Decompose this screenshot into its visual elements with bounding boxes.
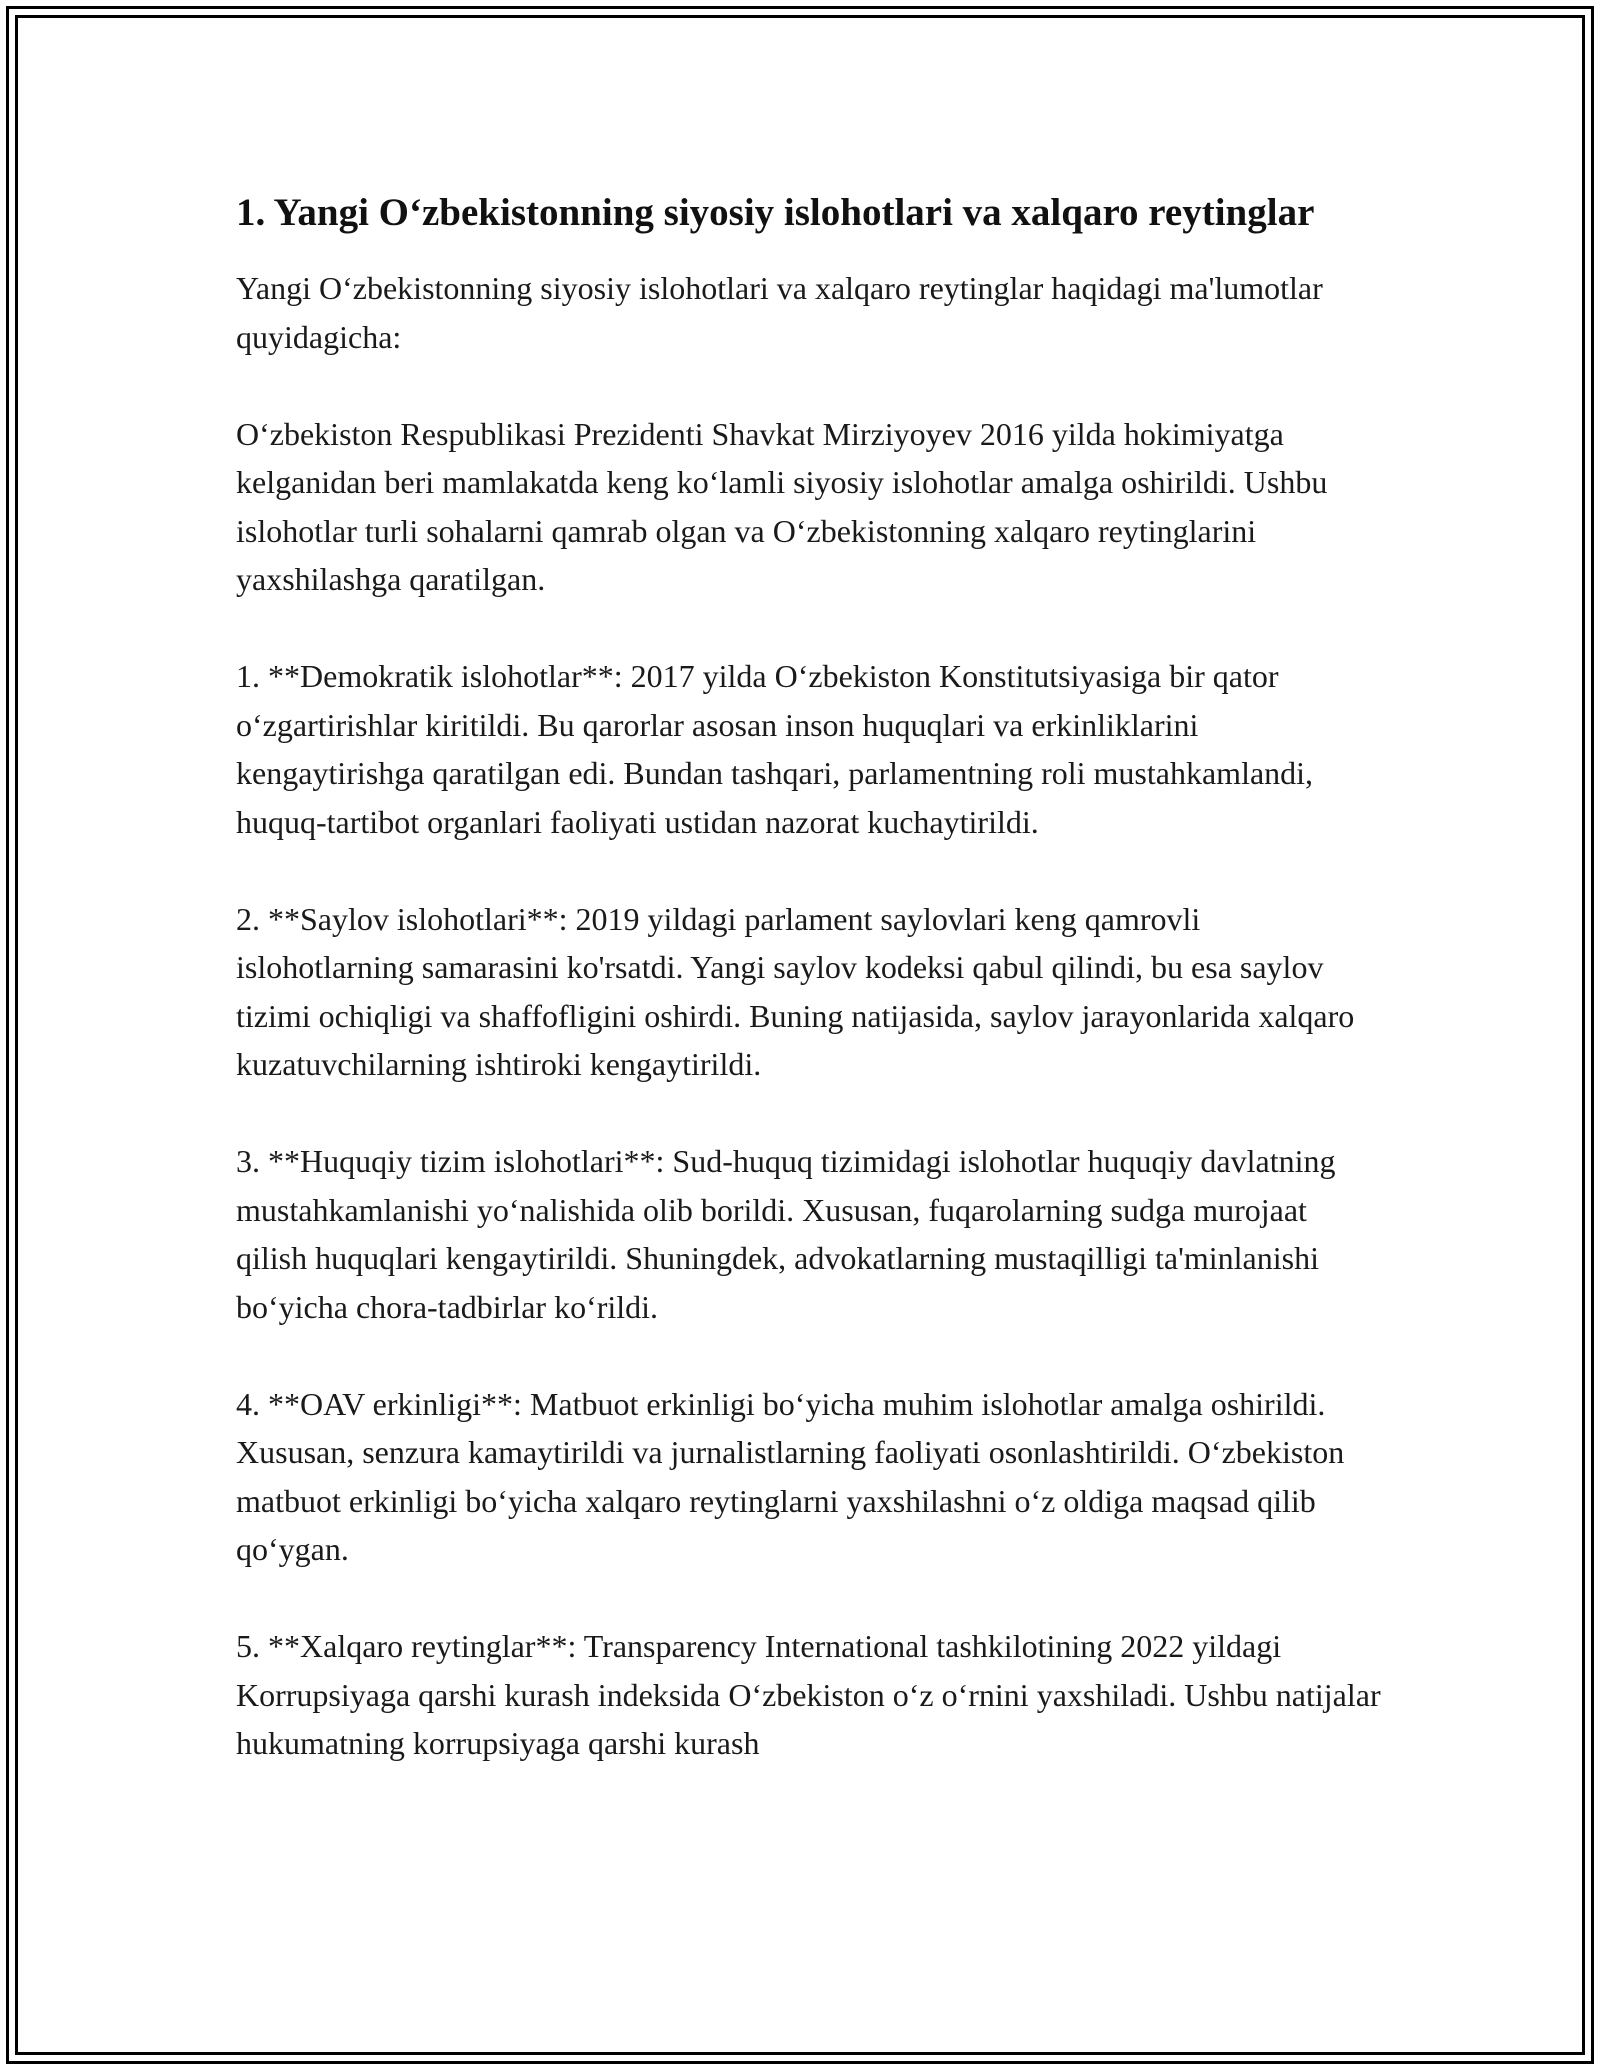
- list-item-election-reforms: 2. **Saylov islohotlari**: 2019 yildagi parlament saylovlari keng qamrovli islohotlarning samarasini ko'rsatdi. Yangi saylov kodeksi qabul qilindi, bu esa saylov tizimi ochiqligi va shaffofligini oshirdi. Buning natijasida, saylov jarayonlarida xalqaro kuzatuvchilarning ishtiroki kengaytirildi.: [236, 900, 1355, 1082]
- document-title: 1. Yangi O‘zbekistonning siyosiy islohotlari va xalqaro reytinglar: [236, 191, 1315, 234]
- document-page: [236, 186, 1386, 1768]
- list-item-democratic-reforms: 1. **Demokratik islohotlar**: 2017 yilda O‘zbekiston Konstitutsiyasiga bir qator o‘zgartirishlar kiritildi. Bu qarorlar asosan inson huquqlari va erkinliklarini kengaytirishga qaratilgan edi. Bundan tashqari, parlamentning roli mustahkamlandi, huquq-tartibot organlari faoliyati ustidan nazorat kuchaytirildi.: [236, 658, 1314, 840]
- list-item-international-ratings: 5. **Xalqaro reytinglar**: Transparency International tashkilotining 2022 yildagi Korrupsiyaga qarshi kurash indeksida O‘zbekiston o‘z o‘rnini yaxshiladi. Ushbu natijalar hukumatning korrupsiyaga qarshi kurash: [236, 1628, 1381, 1761]
- background-paragraph: O‘zbekiston Respublikasi Prezidenti Shavkat Mirziyoyev 2016 yilda hokimiyatga kelganidan beri mamlakatda keng ko‘lamli siyosiy islohotlar amalga oshirildi. Ushbu islohotlar turli sohalarni qamrab olgan va O‘zbekistonning xalqaro reytinglarini yaxshilashga qaratilgan.: [236, 415, 1328, 597]
- intro-paragraph: Yangi O‘zbekistonning siyosiy islohotlari va xalqaro reytinglar haqidagi ma'lumotlar quyidagicha:: [236, 270, 1323, 355]
- list-item-legal-system-reforms: 3. **Huquqiy tizim islohotlari**: Sud-huquq tizimidagi islohotlar huquqiy davlatning mustahkamlanishi yo‘nalishida olib borildi. Xususan, fuqarolarning sudga murojaat qilish huquqlari kengaytirildi. Shuningdek, advokatlarning mustaqilligi ta'minlanishi bo‘yicha chora-tadbirlar ko‘rildi.: [236, 1143, 1336, 1325]
- list-item-media-freedom: 4. **OAV erkinligi**: Matbuot erkinligi bo‘yicha muhim islohotlar amalga oshirildi. Xususan, senzura kamaytirildi va jurnalistlarning faoliyati osonlashtirildi. O‘zbekiston matbuot erkinligi bo‘yicha xalqaro reytinglarni yaxshilashni o‘z oldiga maqsad qilib qo‘ygan.: [236, 1385, 1345, 1567]
